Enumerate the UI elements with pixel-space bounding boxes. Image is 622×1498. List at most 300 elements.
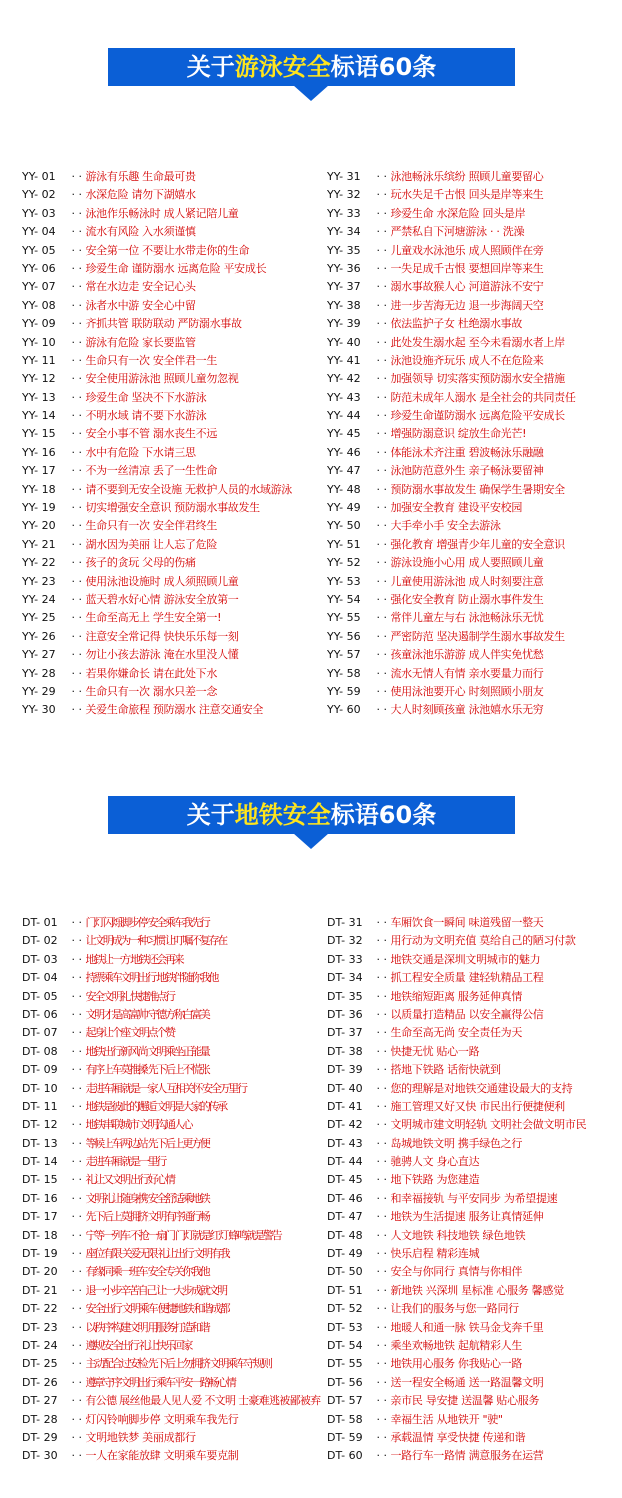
slogan-separator: · · <box>373 666 391 680</box>
slogan-text: 安全第一位 不要让水带走你的生命 <box>85 243 250 257</box>
slogan-separator: · · <box>68 1044 86 1058</box>
slogan-text: 新地铁 兴深圳 星标准 心服务 馨感觉 <box>390 1283 564 1297</box>
slogan-separator: · · <box>373 1247 391 1261</box>
slogan-text: 游泳有危险 家长要监管 <box>85 335 196 349</box>
slogan-row <box>22 951 320 969</box>
slogan-code: YY- 46 <box>327 445 361 459</box>
slogan-separator: · · <box>68 989 86 1003</box>
slogan-separator: · · <box>373 464 391 478</box>
slogan-row <box>327 573 576 591</box>
slogan-separator: · · <box>373 684 391 698</box>
slogan-code: DT- 33 <box>327 952 363 966</box>
slogan-separator: · · <box>373 501 391 515</box>
slogan-row <box>327 481 576 499</box>
slogan-row <box>22 370 292 388</box>
slogan-separator: · · <box>68 445 86 459</box>
slogan-code: YY- 51 <box>327 537 361 551</box>
slogan-text: 珍爱生命 谨防溺水 远离危险 平安成长 <box>85 261 267 275</box>
slogan-separator: · · <box>373 1228 391 1242</box>
slogan-separator: · · <box>373 170 391 183</box>
slogan-row <box>327 186 576 204</box>
slogan-row <box>327 1282 586 1300</box>
slogan-row <box>327 646 576 664</box>
slogan-row <box>327 205 576 223</box>
slogan-code: DT- 36 <box>327 1007 363 1021</box>
slogan-row <box>327 517 576 535</box>
slogan-separator: · · <box>68 427 86 441</box>
slogan-row <box>327 1061 586 1079</box>
slogan-separator: · · <box>373 261 391 275</box>
slogan-separator: · · <box>68 170 86 183</box>
slogan-separator: · · <box>68 353 86 367</box>
slogan-separator: · · <box>373 1265 391 1279</box>
slogan-row <box>22 481 292 499</box>
slogan-row <box>327 278 576 296</box>
slogan-text: 此处发生溺水起 至今未看溺水者上岸 <box>390 335 565 349</box>
slogan-text: 生命只有一次 安全伴君终生 <box>85 519 218 533</box>
slogan-row <box>327 425 576 443</box>
slogan-code: DT- 23 <box>22 1320 58 1334</box>
slogan-row <box>22 573 292 591</box>
slogan-code: YY- 41 <box>327 353 361 367</box>
slogan-code: DT- 41 <box>327 1099 363 1113</box>
slogan-text: 人文地铁 科技地铁 绿色地铁 <box>390 1228 526 1242</box>
slogan-code: DT- 26 <box>22 1375 58 1389</box>
slogan-text: 严禁私自下河塘游泳 · · 洗澡 <box>390 225 525 239</box>
slogan-code: YY- 22 <box>22 556 56 570</box>
slogan-code: YY- 45 <box>327 427 361 441</box>
slogan-text: 流水无情人有情 亲水要量力而行 <box>390 666 544 680</box>
slogan-code: YY- 37 <box>327 280 361 294</box>
slogan-code: YY- 26 <box>22 629 56 643</box>
section-banner-swimming <box>108 48 515 90</box>
slogan-row <box>327 1263 586 1281</box>
slogan-separator: · · <box>68 1173 86 1187</box>
slogan-separator: · · <box>68 519 86 533</box>
slogan-code: DT- 40 <box>327 1081 363 1095</box>
slogan-separator: · · <box>373 1155 391 1169</box>
slogan-row <box>327 1319 586 1337</box>
slogan-separator: · · <box>373 971 391 985</box>
slogan-row <box>22 425 292 443</box>
slogan-row <box>22 389 292 407</box>
title-highlight: 地铁安全 <box>234 801 331 829</box>
slogan-separator: · · <box>373 916 391 929</box>
slogan-separator: · · <box>68 1063 86 1077</box>
slogan-text: 岛城地铁文明 携手绿色之行 <box>390 1136 523 1150</box>
slogan-separator: · · <box>373 1173 391 1187</box>
slogan-row <box>327 223 576 241</box>
slogan-code: DT- 05 <box>22 989 58 1003</box>
slogan-separator: · · <box>68 1412 86 1426</box>
slogan-row <box>327 1355 586 1373</box>
slogan-row <box>327 1245 586 1263</box>
slogan-list-subway-left <box>22 914 320 1466</box>
slogan-row <box>327 1392 586 1410</box>
slogan-text: 送一程安全畅通 送一路温馨文明 <box>390 1375 544 1389</box>
slogan-code: DT- 56 <box>327 1375 363 1389</box>
slogan-text: 一失足成千古恨 要想回岸等来生 <box>390 261 544 275</box>
slogan-row <box>22 646 292 664</box>
slogan-row <box>327 1429 586 1447</box>
section-title <box>108 796 515 834</box>
slogan-code: YY- 32 <box>327 188 361 202</box>
slogan-separator: · · <box>68 1302 86 1316</box>
slogan-code: YY- 25 <box>22 611 56 625</box>
slogan-separator: · · <box>68 1320 86 1334</box>
slogan-row <box>327 1374 586 1392</box>
slogan-row <box>327 1300 586 1318</box>
slogan-text: 施工管理又好又快 市民出行便捷便利 <box>390 1099 565 1113</box>
slogan-text: 流水有风险 入水须谨慎 <box>85 225 196 239</box>
slogan-text: 地铁为生活提速 服务让真情延伸 <box>390 1210 544 1224</box>
slogan-row <box>22 242 292 260</box>
slogan-text: 快捷无忧 贴心一路 <box>390 1044 480 1058</box>
slogan-row <box>327 462 576 480</box>
slogan-text: 生命至高无尚 安全责任为天 <box>390 1026 523 1040</box>
slogan-text: 宁等一列车 不抢一扇门 门灯就是红灯 蜂鸣就是警告 <box>85 1228 281 1242</box>
slogan-separator: · · <box>373 1394 391 1408</box>
slogan-code: DT- 10 <box>22 1081 58 1095</box>
slogan-text: 加强领导 切实落实预防溺水安全措施 <box>390 372 565 386</box>
slogan-text: 地铁缩短距离 服务延伸真情 <box>390 989 523 1003</box>
slogan-text: 地铁是彼此的邂逅 文明是大家的传承 <box>85 1099 226 1113</box>
slogan-text: 泳池设施齐玩乐 成人不在危险来 <box>390 353 544 367</box>
slogan-separator: · · <box>68 1394 86 1408</box>
slogan-separator: · · <box>68 1375 86 1389</box>
slogan-row <box>22 1024 320 1042</box>
slogan-separator: · · <box>373 1412 391 1426</box>
slogan-row <box>327 1098 586 1116</box>
slogan-separator: · · <box>68 464 86 478</box>
slogan-code: DT- 09 <box>22 1063 58 1077</box>
slogan-text: 抓工程安全质量 建轻轨精品工程 <box>390 971 544 985</box>
slogan-separator: · · <box>373 482 391 496</box>
slogan-text: 注意安全常记得 快快乐乐每一刻 <box>85 629 239 643</box>
slogan-text: 让我们的服务与您一路同行 <box>390 1302 519 1316</box>
slogan-row <box>22 444 292 462</box>
title-highlight: 游泳安全 <box>234 53 331 81</box>
slogan-separator: · · <box>373 556 391 570</box>
slogan-text: 地铁用心服务 你我贴心一路 <box>390 1357 523 1371</box>
slogan-separator: · · <box>68 1430 86 1444</box>
slogan-row <box>327 1171 586 1189</box>
slogan-code: DT- 18 <box>22 1228 58 1242</box>
slogan-text: 水深危险 请勿下湖嬉水 <box>85 188 196 202</box>
slogan-row <box>22 1355 320 1373</box>
slogan-text: 乘坐欢畅地铁 起航精彩人生 <box>390 1338 523 1352</box>
slogan-separator: · · <box>68 280 86 294</box>
slogan-row <box>22 591 292 609</box>
slogan-row <box>22 701 292 719</box>
slogan-text: 安全小事不管 溺水丧生不远 <box>85 427 218 441</box>
slogan-separator: · · <box>68 482 86 496</box>
slogan-row <box>327 932 586 950</box>
slogan-code: YY- 43 <box>327 390 361 404</box>
slogan-text: 一人在家能放肆 文明乘车要克制 <box>85 1449 239 1463</box>
slogan-code: DT- 38 <box>327 1044 363 1058</box>
slogan-code: YY- 27 <box>22 648 56 662</box>
slogan-separator: · · <box>68 537 86 551</box>
slogan-text: 地下铁路 为您建造 <box>390 1173 480 1187</box>
slogan-code: DT- 12 <box>22 1118 58 1132</box>
slogan-code: DT- 13 <box>22 1136 58 1150</box>
slogan-text: 关爱生命旅程 预防溺水 注意交通安全 <box>85 703 264 717</box>
slogan-separator: · · <box>68 1210 86 1224</box>
slogan-separator: · · <box>373 390 391 404</box>
slogan-separator: · · <box>373 1449 391 1463</box>
slogan-code: DT- 44 <box>327 1155 363 1169</box>
slogan-separator: · · <box>373 280 391 294</box>
slogan-separator: · · <box>373 1357 391 1371</box>
slogan-code: YY- 19 <box>22 501 56 515</box>
slogan-row <box>22 1263 320 1281</box>
slogan-separator: · · <box>373 445 391 459</box>
slogan-text: 快乐启程 精彩连城 <box>390 1247 480 1261</box>
slogan-text: 车厢饮食一瞬间 味道残留一整天 <box>390 916 544 929</box>
slogan-code: YY- 05 <box>22 243 56 257</box>
slogan-separator: · · <box>68 1136 86 1150</box>
slogan-row <box>22 665 292 683</box>
slogan-text: 常在水边走 安全记心头 <box>85 280 196 294</box>
slogan-code: YY- 58 <box>327 666 361 680</box>
slogan-code: DT- 48 <box>327 1228 363 1242</box>
slogan-code: DT- 54 <box>327 1338 363 1352</box>
slogan-code: DT- 04 <box>22 971 58 985</box>
slogan-code: DT- 50 <box>327 1265 363 1279</box>
slogan-separator: · · <box>373 298 391 312</box>
slogan-row <box>22 536 292 554</box>
slogan-text: 齐抓共管 联防联动 严防溺水事故 <box>85 317 242 331</box>
slogan-code: YY- 23 <box>22 574 56 588</box>
slogan-row <box>22 260 292 278</box>
slogan-text: 座位有限 关爱无限 礼让出行 文明有我 <box>85 1247 229 1261</box>
slogan-text: 不明水域 请不要下水游泳 <box>85 409 207 423</box>
slogan-code: DT- 02 <box>22 934 58 948</box>
slogan-row <box>327 168 576 186</box>
slogan-separator: · · <box>373 703 391 717</box>
slogan-row <box>22 223 292 241</box>
slogan-text: 加强安全教育 建设平安校园 <box>390 501 523 515</box>
slogan-code: YY- 59 <box>327 684 361 698</box>
slogan-row <box>22 1429 320 1447</box>
slogan-code: YY- 47 <box>327 464 361 478</box>
slogan-row <box>327 1411 586 1429</box>
slogan-text: 体能泳术齐注重 碧波畅泳乐融融 <box>390 445 544 459</box>
slogan-separator: · · <box>68 971 86 985</box>
slogan-text: 进一步苦海无边 退一步海阔天空 <box>390 298 544 312</box>
slogan-text: 遵章守序文明出行 乘车平安一路畅心情 <box>85 1375 235 1389</box>
slogan-text: 水中有危险 下水请三思 <box>85 445 196 459</box>
slogan-code: DT- 01 <box>22 916 58 929</box>
slogan-row <box>22 186 292 204</box>
slogan-separator: · · <box>68 243 86 257</box>
slogan-code: DT- 19 <box>22 1247 58 1261</box>
slogan-code: YY- 02 <box>22 188 56 202</box>
slogan-row <box>22 1006 320 1024</box>
slogan-row <box>327 1116 586 1134</box>
slogan-separator: · · <box>68 225 86 239</box>
slogan-code: YY- 07 <box>22 280 56 294</box>
slogan-separator: · · <box>373 1063 391 1077</box>
slogan-separator: · · <box>68 952 86 966</box>
slogan-code: DT- 46 <box>327 1191 363 1205</box>
slogan-code: YY- 21 <box>22 537 56 551</box>
slogan-code: YY- 14 <box>22 409 56 423</box>
slogan-separator: · · <box>373 1136 391 1150</box>
slogan-separator: · · <box>68 703 86 717</box>
slogan-text: 严密防范 坚决遏制学生溺水事故发生 <box>390 629 565 643</box>
slogan-separator: · · <box>373 629 391 643</box>
slogan-code: YY- 30 <box>22 703 56 717</box>
slogan-row <box>327 1024 586 1042</box>
slogan-separator: · · <box>373 1191 391 1205</box>
slogan-text: 地铁让一方 地铁还会再来 <box>85 952 183 966</box>
slogan-separator: · · <box>68 1099 86 1113</box>
slogan-row <box>22 1098 320 1116</box>
slogan-row <box>22 278 292 296</box>
slogan-separator: · · <box>68 501 86 515</box>
slogan-row <box>327 1208 586 1226</box>
slogan-separator: · · <box>68 1265 86 1279</box>
slogan-code: DT- 39 <box>327 1063 363 1077</box>
slogan-separator: · · <box>68 1155 86 1169</box>
slogan-text: 主动配合过安检 先下后上勿拥挤 文明乘车守规则 <box>85 1357 271 1371</box>
slogan-row <box>22 1300 320 1318</box>
slogan-text: 礼让又文明 出行好心情 <box>85 1173 174 1187</box>
slogan-text: 您的理解是对地铁交通建设最大的支持 <box>390 1081 573 1095</box>
slogan-code: YY- 42 <box>327 372 361 386</box>
slogan-row <box>327 628 576 646</box>
slogan-row <box>22 1171 320 1189</box>
slogan-text: 退一小步辛苦自己 让一大步成就文明 <box>85 1283 226 1297</box>
slogan-code: DT- 60 <box>327 1449 363 1463</box>
slogan-row <box>22 1043 320 1061</box>
slogan-separator: · · <box>68 372 86 386</box>
slogan-code: YY- 08 <box>22 298 56 312</box>
slogan-text: 驰骋人文 身心直达 <box>390 1155 480 1169</box>
slogan-separator: · · <box>373 934 391 948</box>
slogan-code: DT- 03 <box>22 952 58 966</box>
slogan-row <box>22 1245 320 1263</box>
slogan-separator: · · <box>68 390 86 404</box>
slogan-text: 有缘同乘一班车 安全专关你我他 <box>85 1265 209 1279</box>
slogan-text: 等候上车两边站 先下后上更方便 <box>85 1136 209 1150</box>
slogan-text: 防范未成年人溺水 是全社会的共同责任 <box>390 390 576 404</box>
slogan-separator: · · <box>373 335 391 349</box>
slogan-text: 持票乘车文明出行 地铁伴随你我他 <box>85 971 218 985</box>
slogan-code: YY- 44 <box>327 409 361 423</box>
slogan-separator: · · <box>373 1099 391 1113</box>
slogan-separator: · · <box>68 1007 86 1021</box>
slogan-separator: · · <box>373 537 391 551</box>
slogan-code: DT- 15 <box>22 1173 58 1187</box>
slogan-separator: · · <box>373 1430 391 1444</box>
title-suffix: 标语60条 <box>330 53 437 81</box>
slogan-row <box>22 1374 320 1392</box>
section-banner-subway <box>108 796 515 838</box>
slogan-code: YY- 04 <box>22 225 56 239</box>
banner-pointer <box>293 833 329 849</box>
slogan-row <box>327 242 576 260</box>
slogan-row <box>327 951 586 969</box>
slogan-code: YY- 29 <box>22 684 56 698</box>
slogan-text: 承载温情 享受快捷 传递和谐 <box>390 1430 526 1444</box>
slogan-row <box>327 499 576 517</box>
slogan-row <box>327 591 576 609</box>
slogan-separator: · · <box>68 684 86 698</box>
slogan-row <box>22 1319 320 1337</box>
slogan-separator: · · <box>68 648 86 662</box>
slogan-code: DT- 16 <box>22 1191 58 1205</box>
slogan-code: DT- 27 <box>22 1394 58 1408</box>
slogan-code: YY- 31 <box>327 170 361 183</box>
slogan-code: DT- 06 <box>22 1007 58 1021</box>
slogan-text: 使用泳池要开心 时刻照顾小朋友 <box>390 684 544 698</box>
slogan-text: 珍爱生命 水深危险 回头是岸 <box>390 206 526 220</box>
slogan-separator: · · <box>68 934 86 948</box>
slogan-code: YY- 50 <box>327 519 361 533</box>
slogan-separator: · · <box>373 574 391 588</box>
slogan-separator: · · <box>373 592 391 606</box>
slogan-text: 亲市民 导安捷 送温馨 贴心服务 <box>390 1394 540 1408</box>
slogan-code: DT- 51 <box>327 1283 363 1297</box>
slogan-separator: · · <box>68 611 86 625</box>
slogan-row <box>22 352 292 370</box>
title-prefix: 关于 <box>186 801 235 829</box>
slogan-code: YY- 17 <box>22 464 56 478</box>
slogan-separator: · · <box>68 556 86 570</box>
slogan-separator: · · <box>373 353 391 367</box>
slogan-code: YY- 49 <box>327 501 361 515</box>
slogan-row <box>22 1392 320 1410</box>
slogan-separator: · · <box>68 335 86 349</box>
slogan-row <box>22 1337 320 1355</box>
slogan-code: DT- 43 <box>327 1136 363 1150</box>
slogan-row <box>22 683 292 701</box>
slogan-separator: · · <box>373 1118 391 1132</box>
slogan-text: 安全文明礼 快捷准点行 <box>85 989 174 1003</box>
slogan-separator: · · <box>373 188 391 202</box>
slogan-row <box>22 499 292 517</box>
slogan-text: 增强防溺意识 绽放生命光芒! <box>390 427 527 441</box>
slogan-code: YY- 52 <box>327 556 361 570</box>
slogan-text: 孩子的贪玩 父母的伤痛 <box>85 556 196 570</box>
slogan-separator: · · <box>373 648 391 662</box>
slogan-code: YY- 57 <box>327 648 361 662</box>
slogan-list-swimming-right <box>327 168 576 720</box>
slogan-code: YY- 33 <box>327 206 361 220</box>
slogan-separator: · · <box>373 989 391 1003</box>
slogan-row <box>327 334 576 352</box>
slogan-code: YY- 06 <box>22 261 56 275</box>
slogan-separator: · · <box>373 1320 391 1334</box>
slogan-text: 遵规安全出行 礼让快乐回家 <box>85 1338 192 1352</box>
slogan-separator: · · <box>68 1357 86 1371</box>
slogan-text: 强化教育 增强青少年儿童的安全意识 <box>390 537 565 551</box>
slogan-separator: · · <box>68 1081 86 1095</box>
slogan-separator: · · <box>68 298 86 312</box>
slogan-row <box>22 932 320 950</box>
slogan-code: YY- 53 <box>327 574 361 588</box>
slogan-code: DT- 37 <box>327 1026 363 1040</box>
slogan-code: DT- 49 <box>327 1247 363 1261</box>
slogan-code: DT- 53 <box>327 1320 363 1334</box>
slogan-list-swimming-left <box>22 168 292 720</box>
slogan-separator: · · <box>68 188 86 202</box>
slogan-text: 搭地下铁路 话衔快就到 <box>390 1063 501 1077</box>
slogan-row <box>327 1135 586 1153</box>
